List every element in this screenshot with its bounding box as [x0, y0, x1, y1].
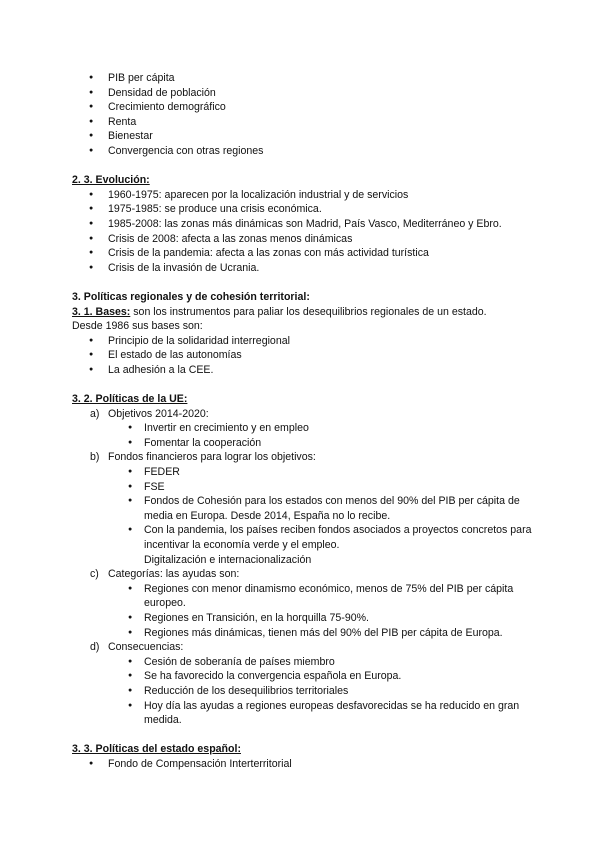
ue-heading: 3. 2. Políticas de la UE:	[72, 393, 188, 406]
list-item: ● Regiones en Transición, en la horquilla 75-90%.	[72, 611, 532, 626]
evolucion-list	[72, 188, 532, 276]
list-item: ● Bienestar	[72, 129, 532, 144]
list-item: ● Con la pandemia, los países reciben fondos asociados a proyectos concretos para incentivar la economía verde y el empleo.	[72, 523, 532, 552]
continuation-text: Digitalización e internacionalización	[144, 553, 312, 566]
ue-item-c	[72, 567, 532, 582]
estado-list	[72, 757, 532, 772]
intro-bullet-list	[72, 71, 532, 159]
item-marker: a)	[90, 407, 100, 420]
list-item: ● Crecimiento demográfico	[72, 100, 532, 115]
ue-c-list	[72, 582, 532, 640]
list-item: ● Se ha favorecido la convergencia española en Europa.	[72, 669, 532, 684]
list-item: ● Regiones más dinámicas, tienen más del 90% del PIB per cápita de Europa.	[72, 626, 532, 641]
ue-item-b	[72, 450, 532, 465]
list-item: ● Regiones con menor dinamismo económico, menos de 75% del PIB per cápita europeo.	[72, 582, 532, 611]
estado-heading: 3. 3. Políticas del estado español:	[72, 743, 241, 756]
list-item: ● Hoy día las ayudas a regiones europeas desfavorecidas se ha reducido en gran medida.	[72, 699, 532, 728]
document-page	[72, 71, 532, 772]
item-marker: d)	[90, 641, 100, 654]
list-item: ● La adhesión a la CEE.	[72, 363, 532, 378]
item-text: Objetivos 2014-2020:	[108, 407, 209, 420]
ue-item-a	[72, 407, 532, 422]
bases-list	[72, 334, 532, 378]
ue-a-list	[72, 421, 532, 450]
list-item: ● Densidad de población	[72, 86, 532, 101]
list-item: ● Renta	[72, 115, 532, 130]
list-item: ● 1960-1975: aparecen por la localización industrial y de servicios	[72, 188, 532, 203]
desde-text: Desde 1986 sus bases son:	[72, 320, 203, 333]
list-item: ● El estado de las autonomías	[72, 348, 532, 363]
list-item: ● Reducción de los desequilibrios territoriales	[72, 684, 532, 699]
list-item: ● Crisis de la invasión de Ucrania.	[72, 261, 532, 276]
item-marker: c)	[90, 568, 99, 581]
list-item: ● Convergencia con otras regiones	[72, 144, 532, 159]
item-text: Fondos financieros para lograr los objetivos:	[108, 451, 316, 464]
list-item: ● 1985-2008: las zonas más dinámicas son Madrid, País Vasco, Mediterráneo y Ebro.	[72, 217, 532, 232]
ue-d-list	[72, 655, 532, 728]
list-item: ● Fomentar la cooperación	[72, 436, 532, 451]
list-item: ● Invertir en crecimiento y en empleo	[72, 421, 532, 436]
list-item: ● Crisis de 2008: afecta a las zonas menos dinámicas	[72, 232, 532, 247]
list-item: ● Cesión de soberanía de países miembro	[72, 655, 532, 670]
list-item: ● Fondo de Compensación Interterritorial	[72, 757, 532, 772]
list-item: ● 1975-1985: se produce una crisis económica.	[72, 202, 532, 217]
list-item: ● FEDER	[72, 465, 532, 480]
item-marker: b)	[90, 451, 100, 464]
ue-b-list	[72, 465, 532, 553]
list-item: ● FSE	[72, 480, 532, 495]
item-text: Categorías: las ayudas son:	[108, 568, 240, 581]
list-item: ● PIB per cápita	[72, 71, 532, 86]
bases-paragraph	[72, 305, 532, 320]
politicas-heading: 3. Políticas regionales y de cohesión territorial:	[72, 290, 310, 303]
evolucion-heading: 2. 3. Evolución:	[72, 174, 150, 187]
ue-item-d	[72, 640, 532, 655]
bases-text: son los instrumentos para paliar los desequilibrios regionales de un estado.	[130, 305, 487, 318]
list-item: ● Fondos de Cohesión para los estados con menos del 90% del PIB per cápita de media en Europa. Desde 2014, España no lo recibe.	[72, 494, 532, 523]
list-item: ● Crisis de la pandemia: afecta a las zonas con más actividad turística	[72, 246, 532, 261]
item-text: Consecuencias:	[108, 641, 184, 654]
list-item: ● Principio de la solidaridad interregional	[72, 334, 532, 349]
bases-label: 3. 1. Bases:	[72, 305, 131, 318]
